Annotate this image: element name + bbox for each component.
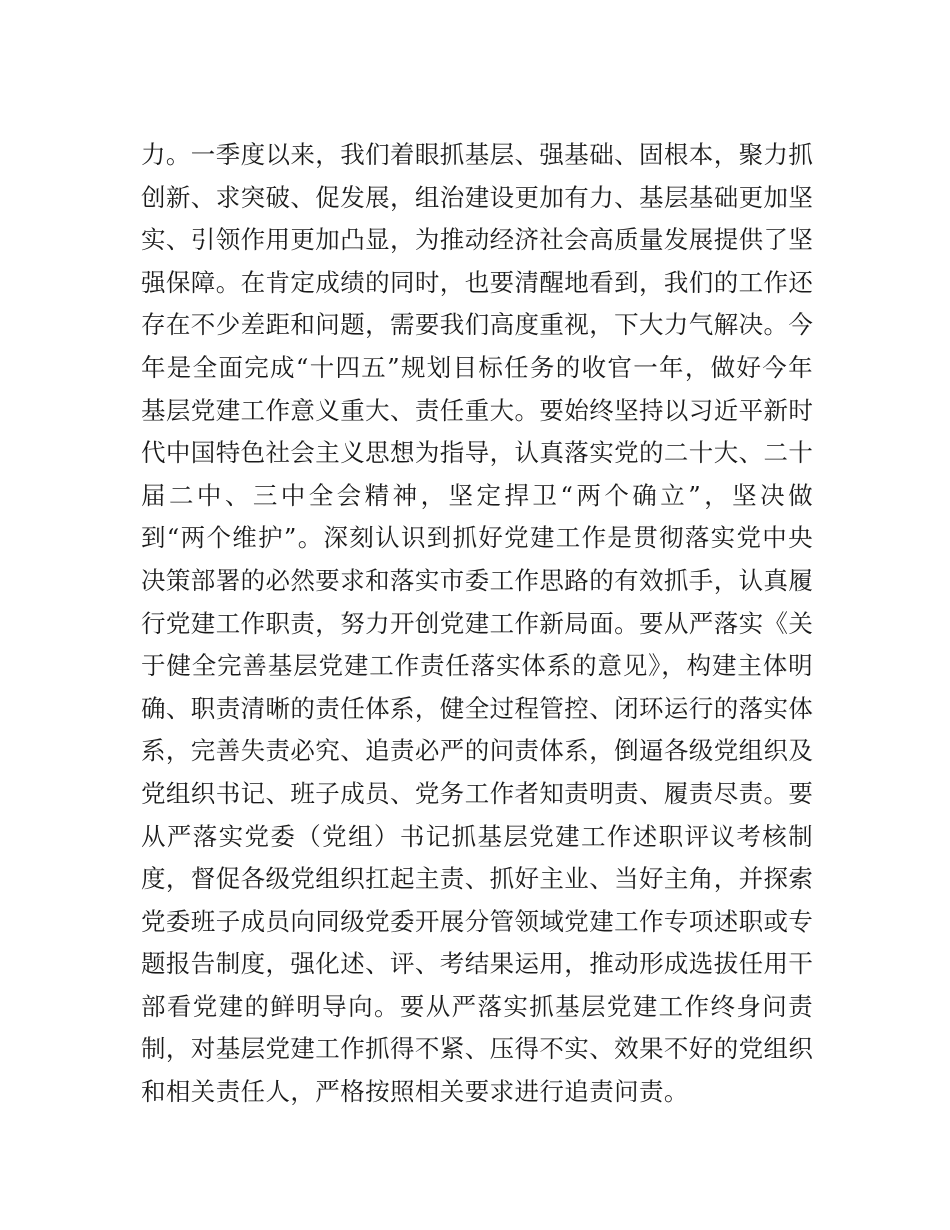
body-paragraph (141, 134, 813, 1114)
paragraph-line: 届二中、三中全会精神，坚定捍卫“两个确立”，坚决做 (141, 480, 813, 510)
paragraph-line: 年是全面完成“十四五”规划目标任务的收官一年，做好今年 (141, 352, 813, 382)
paragraph-line: 制，对基层党建工作抓得不紧、压得不实、效果不好的党组织 (141, 1034, 814, 1064)
paragraph-line: 党委班子成员向同级党委开展分管领域党建工作专项述职或专 (141, 906, 814, 936)
paragraph-line: 系，完善失责必究、追责必严的问责体系，倒逼各级党组织及 (141, 736, 814, 766)
paragraph-line: 确、职责清晰的责任体系，健全过程管控、闭环运行的落实体 (141, 693, 814, 723)
paragraph-line: 基层党建工作意义重大、责任重大。要始终坚持以习近平新时 (141, 395, 814, 425)
paragraph-line: 实、引领作用更加凸显，为推动经济社会高质量发展提供了坚 (141, 225, 814, 255)
paragraph-line: 党组织书记、班子成员、党务工作者知责明责、履责尽责。要 (141, 778, 814, 808)
paragraph-line: 代中国特色社会主义思想为指导，认真落实党的二十大、二十 (141, 438, 814, 468)
paragraph-line: 度，督促各级党组织扛起主责、抓好主业、当好主角，并探索 (141, 864, 814, 894)
paragraph-line: 力。一季度以来，我们着眼抓基层、强基础、固根本，聚力抓 (141, 140, 814, 169)
paragraph-line: 从严落实党委（党组）书记抓基层党建工作述职评议考核制 (141, 821, 813, 851)
paragraph-line: 强保障。在肯定成绩的同时，也要清醒地看到，我们的工作还 (141, 267, 814, 297)
paragraph-line: 部看党建的鲜明导向。要从严落实抓基层党建工作终身问责 (141, 991, 813, 1021)
paragraph-line: 到“两个维护”。深刻认识到抓好党建工作是贯彻落实党中央 (141, 523, 813, 553)
paragraph-line: 存在不少差距和问题，需要我们高度重视，下大力气解决。今 (141, 310, 814, 340)
paragraph-line-last: 和相关责任人，严格按照相关要求进行追责问责。 (141, 1077, 689, 1107)
paragraph-line: 题报告制度，强化述、评、考结果运用，推动形成选拔任用干 (141, 949, 814, 979)
paragraph-line: 于健全完善基层党建工作责任落实体系的意见》，构建主体明 (141, 651, 813, 681)
paragraph-line: 决策部署的必然要求和落实市委工作思路的有效抓手，认真履 (141, 565, 814, 595)
paragraph-line: 行党建工作职责，努力开创党建工作新局面。要从严落实《关 (141, 608, 814, 638)
paragraph-line: 创新、求突破、促发展，组治建设更加有力、基层基础更加坚 (141, 182, 814, 212)
